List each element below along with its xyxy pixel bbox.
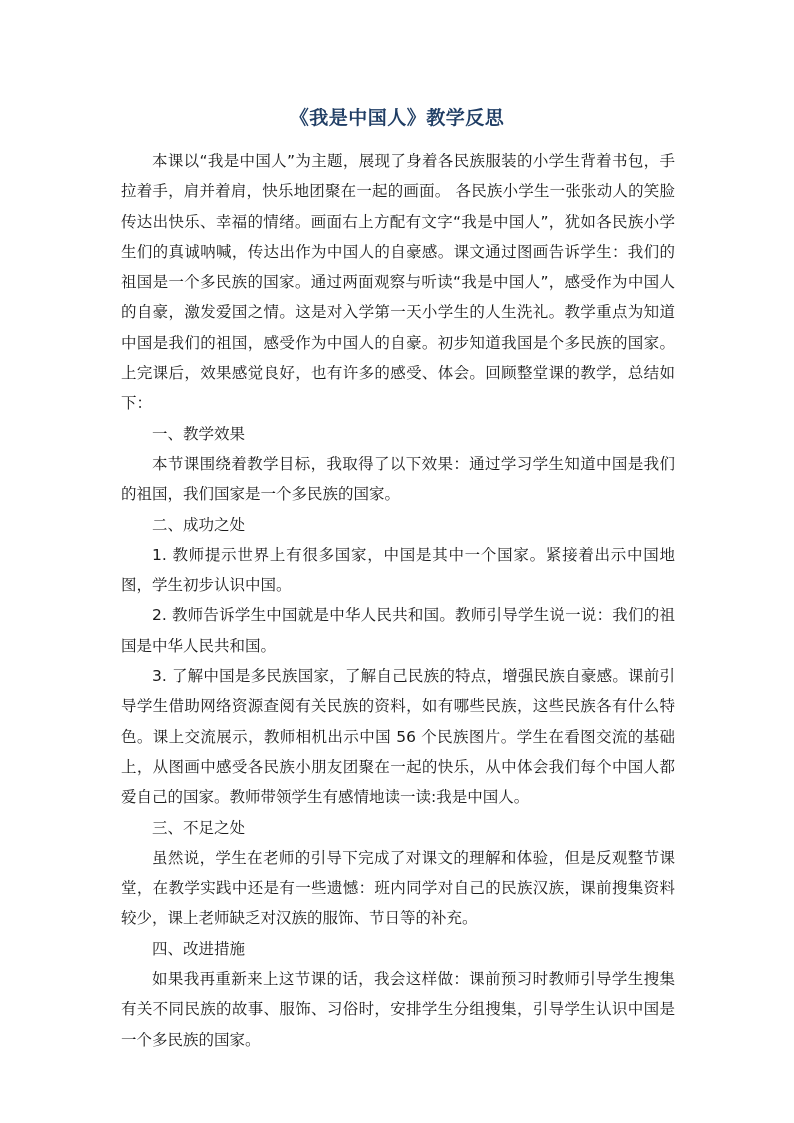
document-body — [121, 146, 675, 1055]
section2-item-3: 3. 了解中国是多民族国家，了解自己民族的特点，增强民族自豪感。课前引导学生借助网络资源查阅有关民族的资料，如有哪些民族，这些民族各有什么特色。课上交流展示，教师相机出示中国 56 个民族图片。学生在看图交流的基础上，从图画中感受各民族小朋友团聚在一起的快乐，从中体会我们每个中国人都爱自己的国家。教师带领学生有感情地读一读:我是中国人。 — [121, 667, 675, 807]
section1-heading: 一、教学效果 — [152, 424, 246, 443]
section2-heading: 二、成功之处 — [152, 515, 246, 534]
section4-heading: 四、改进措施 — [152, 939, 246, 958]
intro-paragraph: 本课以“我是中国人”为主题，展现了身着各民族服装的小学生背着书包，手拉着手，肩并着肩，快乐地团聚在一起的画面。 各民族小学生一张张动人的笑脸传达出快乐、幸福的情绪。画面右上方配有文字“我是中国人”，犹如各民族小学生们的真诚呐喊，传达出作为中国人的自豪感。课文通过图画告诉学生：我们的祖国是一个多民族的国家。通过两面观察与听读“我是中国人”，感受作为中国人的自豪，激发爱国之情。这是对入学第一天小学生的人生洗礼。教学重点为知道中国是我们的祖国，感受作为中国人的自豪。初步知道我国是个多民族的国家。上完课后，效果感觉良好，也有许多的感受、体会。回顾整堂课的教学，总结如下： — [121, 152, 675, 413]
section1-paragraph: 本节课围绕着教学目标，我取得了以下效果：通过学习学生知道中国是我们的祖国，我们国家是一个多民族的国家。 — [121, 454, 675, 504]
section3-heading: 三、不足之处 — [152, 818, 246, 837]
section3-paragraph: 虽然说，学生在老师的引导下完成了对课文的理解和体验，但是反观整节课堂，在教学实践中还是有一些遗憾：班内同学对自己的民族汉族，课前搜集资料较少，课上老师缺乏对汉族的服饰、节日等的补充。 — [121, 848, 675, 928]
section2-item-2: 2. 教师告诉学生中国就是中华人民共和国。教师引导学生说一说：我们的祖国是中华人民共和国。 — [121, 606, 675, 655]
document-title: 《我是中国人》教学反思 — [289, 107, 505, 129]
section4-paragraph: 如果我再重新来上这节课的话，我会这样做：课前预习时教师引导学生搜集有关不同民族的故事、服饰、习俗时，安排学生分组搜集，引导学生认识中国是一个多民族的国家。 — [121, 970, 675, 1049]
section2-item-1: 1. 教师提示世界上有很多国家，中国是其中一个国家。紧接着出示中国地图，学生初步认识中国。 — [121, 545, 675, 595]
